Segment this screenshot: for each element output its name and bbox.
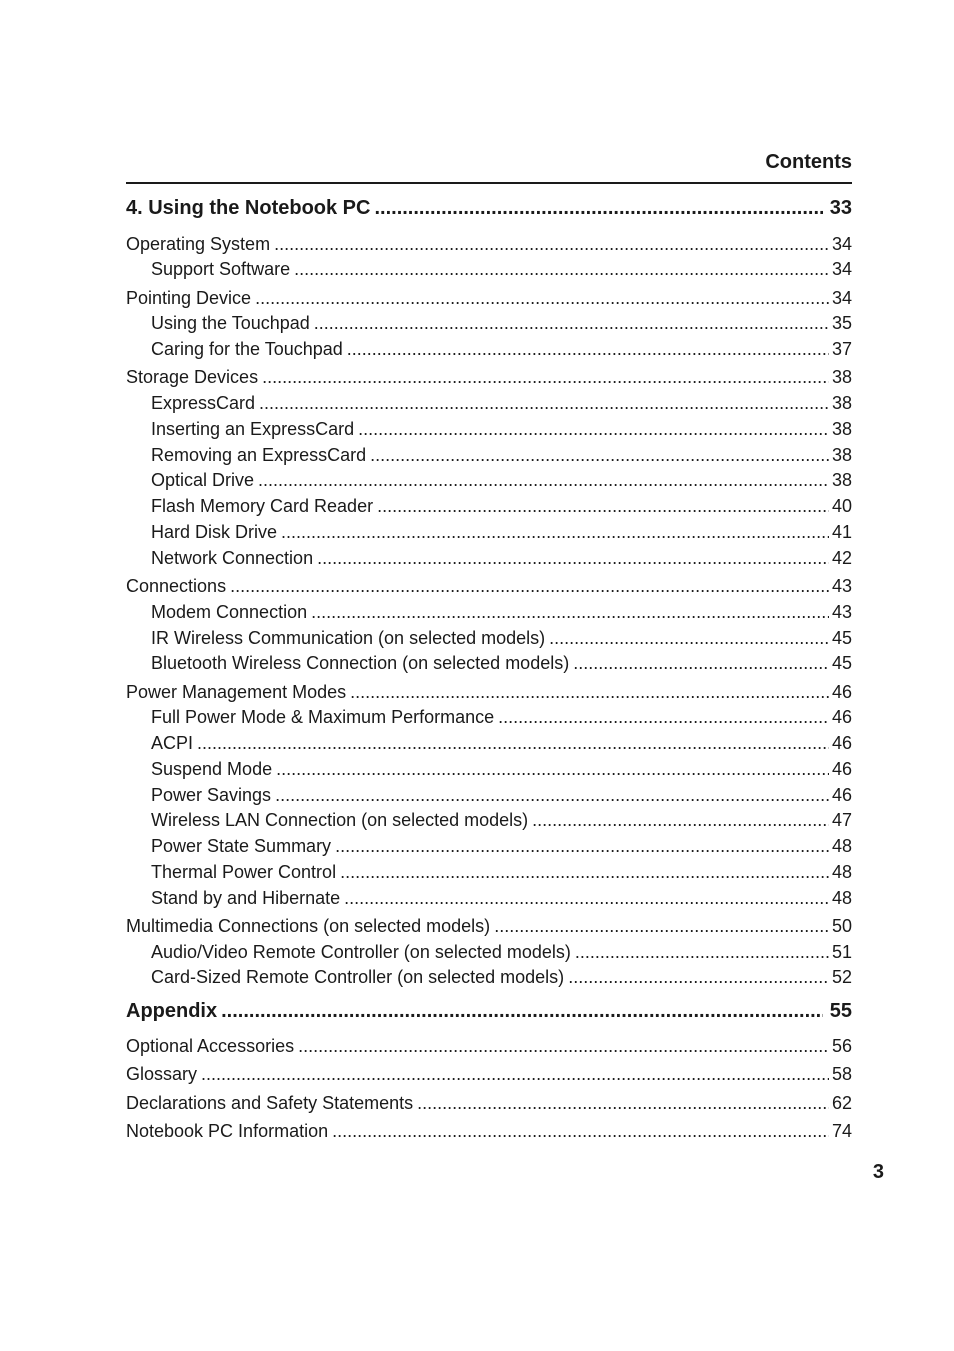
toc-subentry[interactable] [151, 392, 852, 414]
toc-leader [370, 444, 829, 466]
toc-leader [549, 627, 829, 649]
toc-entry-label: Glossary [126, 1064, 198, 1084]
toc-leader [201, 1063, 829, 1085]
toc-leader [274, 233, 829, 255]
toc-entry-label: ACPI [151, 733, 194, 753]
toc-entry-page: 34 [831, 259, 852, 279]
toc-entry[interactable] [126, 575, 852, 597]
toc-leader [340, 861, 829, 883]
toc-entry-label: Power State Summary [151, 836, 332, 856]
toc-entry-page: 62 [831, 1093, 852, 1113]
toc-entry-page: 74 [831, 1121, 852, 1141]
toc-entry-page: 58 [831, 1064, 852, 1084]
toc-leader [262, 366, 829, 388]
toc-subentry[interactable] [151, 966, 852, 988]
toc-entry-page: 34 [831, 288, 852, 308]
toc-entry-label: Operating System [126, 234, 271, 254]
toc-leader [358, 418, 829, 440]
toc-entry-label: Flash Memory Card Reader [151, 496, 374, 516]
toc-leader [332, 1120, 829, 1142]
toc-leader [221, 999, 823, 1023]
toc-subentry[interactable] [151, 941, 852, 963]
toc-entry-page: 56 [831, 1036, 852, 1056]
toc-entry-page: 43 [831, 576, 852, 596]
toc-entry-page: 51 [831, 942, 852, 962]
toc-leader [314, 312, 829, 334]
toc-subentry[interactable] [151, 601, 852, 623]
toc-entry-label: Wireless LAN Connection (on selected models) [151, 810, 529, 830]
toc-entry-page: 38 [831, 367, 852, 387]
toc-entry[interactable] [126, 1063, 852, 1085]
toc-entry-label: Multimedia Connections (on selected models) [126, 916, 491, 936]
toc-subentry[interactable] [151, 547, 852, 569]
toc-entry-label: Stand by and Hibernate [151, 888, 341, 908]
toc-entry-page: 38 [831, 470, 852, 490]
toc-entry[interactable] [126, 1120, 852, 1142]
toc-entry-label: Support Software [151, 259, 291, 279]
toc-entry-page: 41 [831, 522, 852, 542]
toc-entry[interactable] [126, 915, 852, 937]
toc-subentry[interactable] [151, 521, 852, 543]
toc-leader [197, 732, 829, 754]
toc-entry-page: 55 [829, 1000, 852, 1022]
page-title: Contents [765, 151, 852, 173]
header-rule [126, 182, 852, 184]
toc-entry-page: 48 [831, 836, 852, 856]
toc-entry-label: Network Connection [151, 548, 314, 568]
toc-entry-page: 45 [831, 628, 852, 648]
toc-leader [298, 1035, 829, 1057]
toc-entry-page: 45 [831, 653, 852, 673]
toc-leader [317, 547, 829, 569]
toc-entry-page: 46 [831, 733, 852, 753]
toc-entry[interactable] [126, 366, 852, 388]
toc-leader [275, 784, 829, 806]
toc-leader [568, 966, 829, 988]
toc-entry-label: Notebook PC Information [126, 1121, 329, 1141]
toc-leader [255, 287, 829, 309]
toc-entry-page: 47 [831, 810, 852, 830]
toc-entry-label: Audio/Video Remote Controller (on selected models) [151, 942, 571, 962]
toc-leader [294, 258, 829, 280]
toc-leader [258, 469, 829, 491]
toc-entry-page: 42 [831, 548, 852, 568]
toc-subentry[interactable] [151, 312, 852, 334]
toc-subentry[interactable] [151, 469, 852, 491]
toc-entry[interactable] [126, 287, 852, 309]
toc-entry-page: 50 [831, 916, 852, 936]
toc-entry-label: Declarations and Safety Statements [126, 1093, 414, 1113]
toc-entry-label: Optional Accessories [126, 1036, 295, 1056]
toc-entry-label: Connections [126, 576, 227, 596]
toc-leader [377, 495, 829, 517]
toc-leader [259, 392, 829, 414]
toc-entry-page: 38 [831, 419, 852, 439]
toc-subentry[interactable] [151, 887, 852, 909]
toc-leader [230, 575, 829, 597]
toc-entry-label: Bluetooth Wireless Connection (on selected models) [151, 653, 570, 673]
toc-entry-label: Thermal Power Control [151, 862, 337, 882]
toc-entry-page: 46 [831, 759, 852, 779]
toc-entry-page: 48 [831, 862, 852, 882]
toc-entry-page: 46 [831, 707, 852, 727]
toc-entry-label: ExpressCard [151, 393, 256, 413]
toc-subentry[interactable] [151, 258, 852, 280]
toc-entry-label: IR Wireless Communication (on selected models) [151, 628, 546, 648]
toc-entry-label: Pointing Device [126, 288, 252, 308]
toc-entry-page: 52 [831, 967, 852, 987]
toc-entry-label: Power Management Modes [126, 682, 347, 702]
toc-entry-label: Suspend Mode [151, 759, 273, 779]
toc-subentry[interactable] [151, 495, 852, 517]
toc-subentry[interactable] [151, 784, 852, 806]
toc-subentry[interactable] [151, 835, 852, 857]
toc-leader [344, 887, 829, 909]
toc-entry-label: Hard Disk Drive [151, 522, 278, 542]
toc-entry[interactable] [126, 681, 852, 703]
toc-leader [417, 1092, 829, 1114]
toc-leader [335, 835, 829, 857]
toc-leader [311, 601, 829, 623]
toc-entry-label: 4. Using the Notebook PC [126, 197, 371, 219]
toc-leader [498, 706, 829, 728]
toc-entry[interactable] [126, 1035, 852, 1057]
toc-entry-page: 38 [831, 393, 852, 413]
toc-entry-page: 46 [831, 785, 852, 805]
toc-entry-label: Appendix [126, 1000, 218, 1022]
toc-subentry[interactable] [151, 627, 852, 649]
toc-entry-label: Power Savings [151, 785, 272, 805]
toc-entry-label: Modem Connection [151, 602, 308, 622]
toc-entry[interactable] [126, 1092, 852, 1114]
toc-subentry[interactable] [151, 338, 852, 360]
toc-entry-page: 40 [831, 496, 852, 516]
toc-entry-label: Full Power Mode & Maximum Performance [151, 707, 495, 727]
toc-leader [347, 338, 829, 360]
toc-entry-label: Storage Devices [126, 367, 259, 387]
toc-entry-label: Optical Drive [151, 470, 255, 490]
toc-subentry[interactable] [151, 418, 852, 440]
toc-subentry[interactable] [151, 809, 852, 831]
page-number: 3 [872, 1161, 884, 1183]
toc-leader [494, 915, 829, 937]
toc-subentry[interactable] [151, 652, 852, 674]
toc-entry-page: 35 [831, 313, 852, 333]
toc-leader [281, 521, 829, 543]
toc-entry-page: 33 [829, 197, 852, 219]
toc-leader [374, 196, 822, 220]
toc-entry-page: 46 [831, 682, 852, 702]
toc-subentry[interactable] [151, 444, 852, 466]
toc-entry-page: 37 [831, 339, 852, 359]
toc-subentry[interactable] [151, 861, 852, 883]
toc-entry-page: 48 [831, 888, 852, 908]
toc-entry-label: Removing an ExpressCard [151, 445, 367, 465]
toc-entry-page: 34 [831, 234, 852, 254]
toc-entry-page: 38 [831, 445, 852, 465]
toc-entry-label: Using the Touchpad [151, 313, 310, 333]
toc-entry[interactable] [126, 233, 852, 255]
toc-leader [276, 758, 829, 780]
toc-leader [350, 681, 829, 703]
toc-subentry[interactable] [151, 706, 852, 728]
toc-entry-label: Caring for the Touchpad [151, 339, 343, 359]
toc-chapter-appendix[interactable] [126, 999, 852, 1023]
toc-leader [575, 941, 829, 963]
toc-subentry[interactable] [151, 732, 852, 754]
toc-entry-label: Inserting an ExpressCard [151, 419, 355, 439]
toc-leader [532, 809, 829, 831]
toc-entry-page: 43 [831, 602, 852, 622]
toc-entry-label: Card-Sized Remote Controller (on selected models) [151, 967, 565, 987]
toc-chapter-using-notebook[interactable] [126, 196, 852, 220]
toc-leader [573, 652, 829, 674]
toc-subentry[interactable] [151, 758, 852, 780]
